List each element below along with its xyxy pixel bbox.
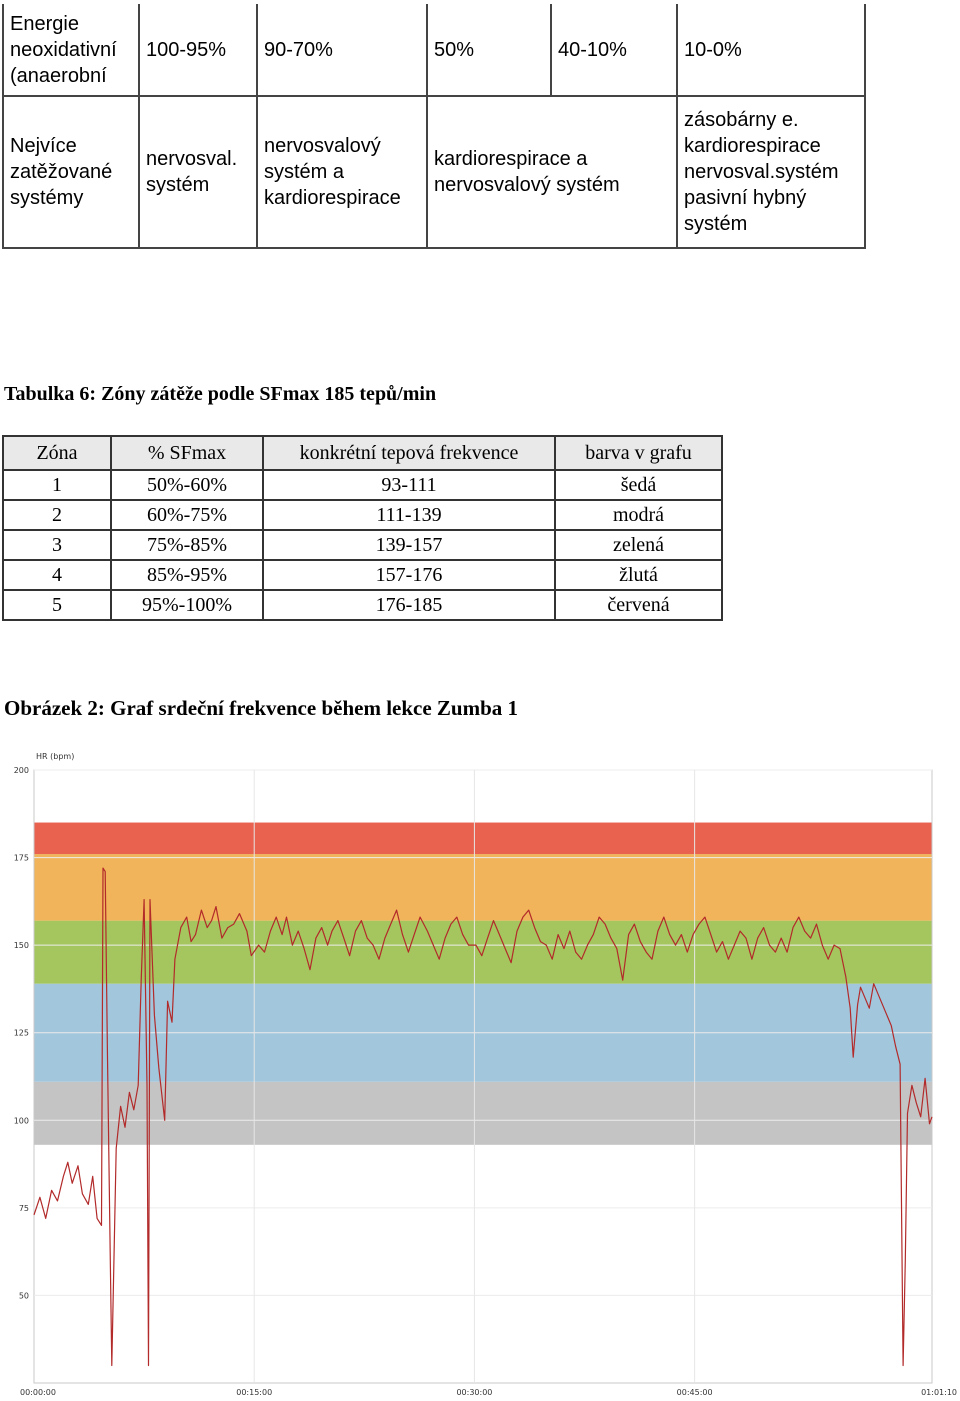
table-row bbox=[3, 590, 722, 620]
x-tick-labels bbox=[20, 1388, 957, 1397]
energy-systems-table bbox=[2, 4, 866, 249]
energy-cell-1: 100-95% bbox=[139, 4, 257, 96]
x-tick-label: 00:45:00 bbox=[676, 1388, 713, 1397]
x-tick-label: 00:00:00 bbox=[20, 1388, 56, 1397]
zone-hr: 176-185 bbox=[263, 590, 555, 620]
zone-percent: 60%-75% bbox=[111, 500, 263, 530]
y-tick-label: 75 bbox=[18, 1203, 29, 1213]
table-caption: Tabulka 6: Zóny zátěže podle SFmax 185 tepů/min bbox=[4, 383, 437, 405]
heart-rate-chart bbox=[0, 745, 960, 1401]
zone-percent: 50%-60% bbox=[111, 470, 263, 500]
zone-band-4 bbox=[35, 854, 932, 921]
systems-cell-3: kardiorespirace a nervosvalový systém bbox=[427, 96, 677, 248]
zone-color: žlutá bbox=[555, 560, 722, 590]
header-sfmax: % SFmax bbox=[111, 436, 263, 470]
systems-cell-4: zásobárny e. kardiorespirace nervosval.systém pasivní hybný systém bbox=[677, 96, 865, 248]
zone-percent: 95%-100% bbox=[111, 590, 263, 620]
systems-cell-2: nervosvalový systém a kardiorespirace bbox=[257, 96, 427, 248]
y-tick-labels bbox=[14, 766, 29, 1300]
y-axis-label: HR (bpm) bbox=[36, 752, 75, 761]
x-tick-label: 00:30:00 bbox=[456, 1388, 493, 1397]
zone-percent: 85%-95% bbox=[111, 560, 263, 590]
zone-color: modrá bbox=[555, 500, 722, 530]
zone-band-1 bbox=[35, 1082, 932, 1145]
zone-color: zelená bbox=[555, 530, 722, 560]
figure-caption: Obrázek 2: Graf srdeční frekvence během lekce Zumba 1 bbox=[4, 696, 519, 720]
zone-number: 2 bbox=[3, 500, 111, 530]
energy-row bbox=[3, 4, 865, 96]
header-heart-rate: konkrétní tepová frekvence bbox=[263, 436, 555, 470]
zone-hr: 111-139 bbox=[263, 500, 555, 530]
zone-number: 5 bbox=[3, 590, 111, 620]
y-tick-label: 150 bbox=[13, 941, 29, 951]
zone-hr: 93-111 bbox=[263, 470, 555, 500]
zone-hr: 157-176 bbox=[263, 560, 555, 590]
zone-table bbox=[2, 435, 723, 621]
table-row bbox=[3, 500, 722, 530]
zone-percent: 75%-85% bbox=[111, 530, 263, 560]
table-row bbox=[3, 530, 722, 560]
energy-cell-3: 50% bbox=[427, 4, 551, 96]
table-row bbox=[3, 470, 722, 500]
zone-band-5 bbox=[35, 823, 932, 855]
zone-table-header bbox=[3, 436, 722, 470]
systems-cell-1: nervosval. systém bbox=[139, 96, 257, 248]
x-tick-label: 01:01:10 bbox=[921, 1388, 957, 1397]
y-tick-label: 125 bbox=[13, 1028, 29, 1038]
energy-cell-5: 10-0% bbox=[677, 4, 865, 96]
y-tick-label: 100 bbox=[13, 1116, 29, 1126]
header-zone: Zóna bbox=[3, 436, 111, 470]
y-tick-label: 175 bbox=[13, 853, 29, 863]
energy-cell-4: 40-10% bbox=[551, 4, 677, 96]
y-tick-label: 200 bbox=[13, 766, 29, 775]
systems-row bbox=[3, 96, 865, 248]
energy-row-header: Energie neoxidativní (anaerobní bbox=[3, 4, 139, 96]
table-row bbox=[3, 560, 722, 590]
zone-number: 1 bbox=[3, 470, 111, 500]
zone-number: 4 bbox=[3, 560, 111, 590]
zone-hr: 139-157 bbox=[263, 530, 555, 560]
header-chart-color: barva v grafu bbox=[555, 436, 722, 470]
zone-number: 3 bbox=[3, 530, 111, 560]
energy-cell-2: 90-70% bbox=[257, 4, 427, 96]
zone-color: červená bbox=[555, 590, 722, 620]
zone-bands bbox=[35, 823, 932, 1145]
systems-row-header: Nejvíce zatěžované systémy bbox=[3, 96, 139, 248]
y-tick-label: 50 bbox=[18, 1291, 29, 1301]
zone-color: šedá bbox=[555, 470, 722, 500]
x-tick-label: 00:15:00 bbox=[236, 1388, 273, 1397]
